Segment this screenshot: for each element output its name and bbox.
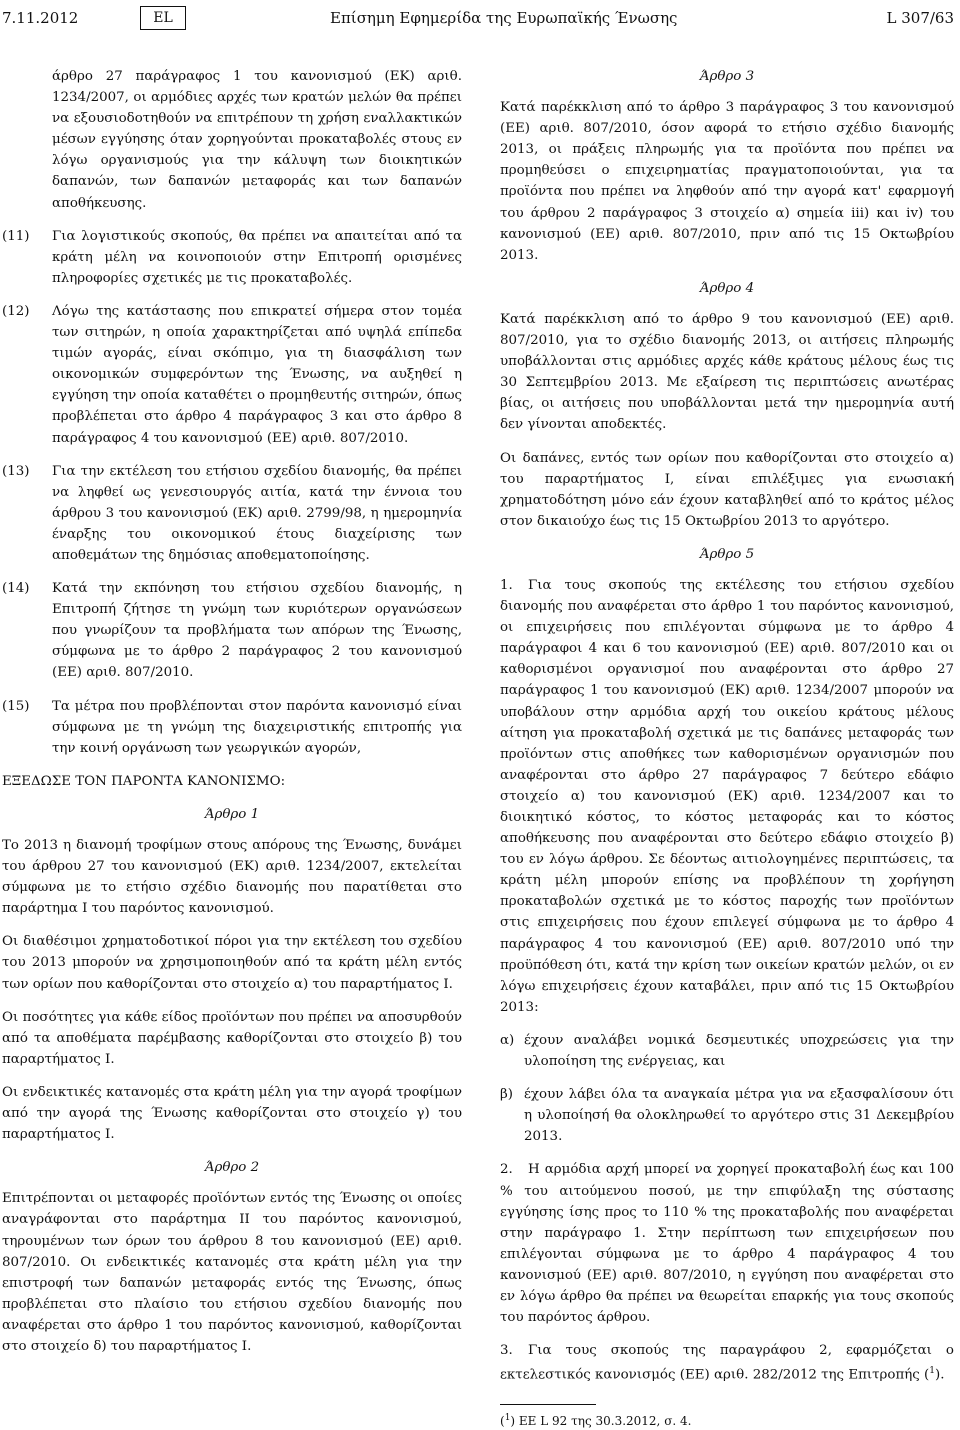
list-item-marker: β): [500, 1087, 513, 1103]
recital-text: Λόγω της κατάστασης που επικρατεί σήμερα στον τομέα των σιτηρών, η οποία χαρακτηρίζεται από υψηλά επίπεδα τιμών αγοράς, είναι σκόπιμο, για τη διασφάλιση των οικονομικών συμφερόντων της Ένωσης, να αυξηθεί η εγγύηση την οποία καταθέτει ο προμηθευτής σιτηρών, όπως προβλέπεται στο άρθρο 4 παράγραφος 3 και στο άρθρο 8 παράγραφος 4 του κανονισμού (ΕΕ) αριθ. 807/2010.: [52, 303, 462, 446]
recital-11: [2, 226, 462, 289]
recital-15: [2, 696, 462, 759]
paragraph-text-end: ).: [935, 1367, 945, 1383]
article-3-paragraph-1: Κατά παρέκκλιση από το άρθρο 3 παράγραφος 3 του κανονισμού (ΕΕ) αριθ. 807/2010, όσον αφορά το ετήσιο σχέδιο διανομής 2013, οι πράξεις πληρωμής για τα προϊόντα που πρέπει να προμηθεύσει ο επιχειρηματίας πραγματοποιούνται, για τα προϊόντα που πρέπει να ληφθούν από την αγορά κατ' εφαρμογή του άρθρου 2 παράγραφος 3 στοιχείο α) σημεία iii) και iv) του κανονισμού (ΕΕ) αριθ. 807/2010, πριν από τις 15 Οκτωβρίου 2013.: [500, 100, 954, 263]
list-item-a: [500, 1030, 954, 1072]
footnote-marker: 1: [504, 1412, 511, 1423]
footnote: ($^1$) ΕΕ L 92 της 30.3.2012, σ. 4.: [500, 1412, 692, 1428]
recital-12: [2, 301, 462, 449]
article-1-paragraph-3: Οι ποσότητες για κάθε είδος προϊόντων που πρέπει να αποσυρθούν από τα αποθέματα παρέμβασης καθορίζονται στο στοιχείο β) του παραρτήματος I.: [2, 1009, 462, 1067]
article-5-title: Άρθρο 5: [699, 546, 755, 562]
article-5-paragraph-3: [500, 1340, 954, 1386]
recital-number: (15): [2, 698, 30, 714]
paragraph-text: Για τους σκοπούς της εκτέλεσης του ετήσιου σχεδίου διανομής που αναφέρεται στο άρθρο 1 του παρόντος κανονισμού, οι επιχειρήσεις που επιλέγονται σύμφωνα με το άρθρο 4 παράγραφοι 4 και 6 του κανονισμού (ΕΕ) αριθ. 807/2010 και οι καθορισμένοι οργανισμοί που αναφέρονται στο άρθρο 27 παράγραφος 1 του κανονισμού (ΕΚ) αριθ. 1234/2007 μπορούν να υποβάλουν στην αρμόδια αρχή του οικείου κράτους μέλους αίτηση για προκαταβολή σχετικά με τις δαπάνες μεταφοράς των προϊόντων στις αποθήκες των καθορισμένων οργανισμών που αναφέρονται στο άρθρο 27 παράγραφος 7 δεύτερο εδάφιο στοιχείο α) του κανονισμού (ΕΚ) αριθ. 1234/2007 και το διοικητικό κόστος, το κόστος μεταφοράς και το κόστος αποθήκευσης που αναφέρονται στο δεύτερο εδάφιο στοιχείο β) του εν λόγω άρθρου. Σε δέοντως αιτιολογημένες περιπτώσεις, τα κράτη μέλη μπορούν επίσης να προβλέπουν τη χορήγηση προκαταβολών σχετικά με το κόστος παροχής των προϊόντων στις επιχειρήσεις που έχουν επιλεγεί σύμφωνα με το άρθρο 4 παράγραφος 4 του κανονισμού (ΕΕ) αριθ. 807/2010 υπό την προϋπόθεση ότι, κατά την κρίση των οικείων κρατών μελών, οι εν λόγω επιχειρήσεις έχουν καταβάλει, πριν από τις 15 Οκτωβρίου 2013:: [500, 577, 954, 1015]
article-3-title: Άρθρο 3: [699, 69, 755, 84]
recital-text: Για την εκτέλεση του ετήσιου σχεδίου διανομής, θα πρέπει να ληφθεί ως γενεσιουργός αιτία, κατά την έννοια του άρθρου 3 του κανονισμού (ΕΚ) αριθ. 2799/98, η ημερομηνία έναρξης του οικονομικού έτους διαχείρισης των αποθεμάτων της δημόσιας αποθεματοποίησης.: [52, 463, 462, 563]
paragraph-number: 3.: [500, 1343, 513, 1359]
footnote-text: ΕΕ L 92 της 30.3.2012, σ. 4.: [518, 1413, 692, 1428]
right-column: [500, 66, 954, 1430]
list-item-text: έχουν αναλάβει νομικά δεσμευτικές υποχρεώσεις για την υλοποίηση της ενέργειας, και: [524, 1032, 954, 1070]
enacting-formula: ΕΞΕΔΩΣΕ ΤΟΝ ΠΑΡΟΝΤΑ ΚΑΝΟΝΙΣΜΟ:: [2, 773, 286, 789]
recital-number: (11): [2, 228, 30, 244]
page-header: [0, 6, 960, 32]
paragraph-text: Η αρμόδια αρχή μπορεί να χορηγεί προκαταβολή έως και 100 % του αιτούμενου ποσού, με την επιφύλαξη της σύστασης εγγύησης ίσης προς το 110 % της προκαταβολής που αναφέρεται στην παράγραφο 1. Στην περίπτωση των επιχειρήσεων που επιλέγονται σύμφωνα με το άρθρο 4 παράγραφος 4 του κανονισμού (ΕΕ) αριθ. 807/2010, η εγγύηση που αναφέρεται στο εν λόγω άρθρο θα πρέπει να θεωρείται επαρκής για τους σκοπούς του παρόντος άρθρου.: [500, 1162, 954, 1326]
recital-13: [2, 461, 462, 566]
list-item-b: [500, 1084, 954, 1147]
recital-number: (13): [2, 463, 30, 479]
paragraph-text: Για τους σκοπούς της παραγράφου 2, εφαρμόζεται ο εκτελεστικός κανονισμός (ΕΕ) αριθ. 282/2012 της Επιτροπής (: [500, 1343, 954, 1383]
recital-text: Κατά την εκπόνηση του ετήσιου σχεδίου διανομής, η Επιτροπή ζήτησε τη γνώμη των κυριότερων οργανώσεων που γνωρίζουν τα προβλήματα των απόρων της Ένωσης, σύμφωνα με το άρθρο 2 παράγραφος 2 του κανονισμού (ΕΕ) αριθ. 807/2010.: [52, 581, 462, 681]
article-4-paragraph-2: Οι δαπάνες, εντός των ορίων που καθορίζονται στο στοιχείο α) του παραρτήματος I, είναι επιλέξιμες για ενωσιακή χρηματοδότηση μόνο εάν έχουν καταβληθεί από το κράτος μέλος στον δικαιούχο έως τις 15 Οκτωβρίου 2013 το αργότερο.: [500, 450, 954, 529]
journal-title: Επίσημη Εφημερίδα της Ευρωπαϊκής Ένωσης: [330, 9, 678, 27]
paragraph-number: 2.: [500, 1162, 513, 1178]
list-item-text: έχουν λάβει όλα τα αναγκαία μέτρα για να εξασφαλίσουν ότι η υλοποίησή θα ολοκληρωθεί το αργότερο στις 31 Δεκεμβρίου 2013.: [524, 1087, 954, 1145]
footnote-reference[interactable]: 1: [929, 1366, 936, 1377]
article-4-title: Άρθρο 4: [699, 280, 755, 296]
article-1-paragraph-4: Οι ενδεικτικές κατανομές στα κράτη μέλη για την αγορά τροφίμων από την αγορά της Ένωσης καθορίζονται στο στοιχείο γ) του παραρτήματος I.: [2, 1084, 462, 1143]
left-column: [2, 66, 462, 1369]
language-code-box: EL: [140, 6, 186, 30]
recital-text: Για λογιστικούς σκοπούς, θα πρέπει να απαιτείται από τα κράτη μέλη να κοινοποιούν στην Επιτροπή ορισμένες πληροφορίες σχετικές με τις προκαταβολές.: [52, 228, 462, 286]
article-1-paragraph-1: Το 2013 η διανομή τροφίμων στους απόρους της Ένωσης, δυνάμει του άρθρου 27 του κανονισμού (ΕΚ) αριθ. 1234/2007, εκτελείται σύμφωνα με το ετήσιο σχέδιο διανομής που παρατίθεται στο παράρτημα I του παρόντος κανονισμού.: [2, 838, 462, 917]
recital-10-continuation: άρθρο 27 παράγραφος 1 του κανονισμού (ΕΚ) αριθ. 1234/2007, οι αρμόδιες αρχές των κρατών μελών θα πρέπει να εξουσιοδοτηθούν να επιτρέπουν τη χρήση εναλλακτικών μέσων εγγύησης όταν χορηγούνται προκαταβολές στους εν λόγω οργανισμούς για την κάλυψη των διοικητικών δαπανών, των δαπανών μεταφοράς και των δαπανών αποθήκευσης.: [52, 69, 462, 211]
recital-number: (14): [2, 581, 30, 597]
article-1-title: Άρθρο 1: [204, 806, 260, 822]
recital-number: (12): [2, 303, 30, 319]
page-reference: L 307/63: [886, 9, 954, 27]
recital-14: [2, 578, 462, 683]
header-date: 7.11.2012: [2, 9, 79, 27]
article-5-paragraph-1: [500, 575, 954, 1018]
article-2-title: Άρθρο 2: [204, 1160, 260, 1176]
article-1-paragraph-2: Οι διαθέσιμοι χρηματοδοτικοί πόροι για την εκτέλεση του σχεδίου του 2013 μπορούν να χρησιμοποιηθούν από τα κράτη μέλη εντός των ορίων που καθορίζονται στο στοιχείο α) του παραρτήματος I.: [2, 934, 462, 992]
article-5-paragraph-2: [500, 1159, 954, 1328]
recital-text: Τα μέτρα που προβλέπονται στον παρόντα κανονισμό είναι σύμφωνα με τη γνώμη της διαχειριστικής επιτροπής για την κοινή οργάνωση των γεωργικών αγορών,: [52, 698, 462, 756]
footnote-divider: [500, 1404, 596, 1405]
article-4-paragraph-1: Κατά παρέκκλιση από το άρθρο 9 του κανονισμού (ΕΕ) αριθ. 807/2010, για το σχέδιο διανομής 2013, οι αιτήσεις πληρωμής υποβάλλονται στις αρμόδιες αρχές κάθε κράτους μέλους έως τις 30 Σεπτεμβρίου 2013. Με εξαίρεση τις περιπτώσεις ανωτέρας βίας, οι αιτήσεις που υποβάλλονται μετά την ημερομηνία αυτή δεν γίνονται αποδεκτές.: [500, 311, 954, 433]
paragraph-number: 1.: [500, 577, 513, 593]
list-item-marker: α): [500, 1032, 515, 1048]
article-2-paragraph-1: Επιτρέπονται οι μεταφορές προϊόντων εντός της Ένωσης οι οποίες αναγράφονται στο παράρτημα II του παρόντος κανονισμού, τηρουμένων των όρων του άρθρου 8 του κανονισμού (ΕΕ) αριθ. 807/2010. Οι ενδεικτικές κατανομές στα κράτη μέλη για την επιστροφή των δαπανών μεταφοράς εντός της Ένωσης, όπως προβλέπεται στο πλαίσιο του ετήσιου σχεδίου διανομής που αναφέρεται στο άρθρο 1 του παρόντος κανονισμού, καθορίζονται στο στοιχείο δ) του παραρτήματος I.: [2, 1191, 462, 1354]
